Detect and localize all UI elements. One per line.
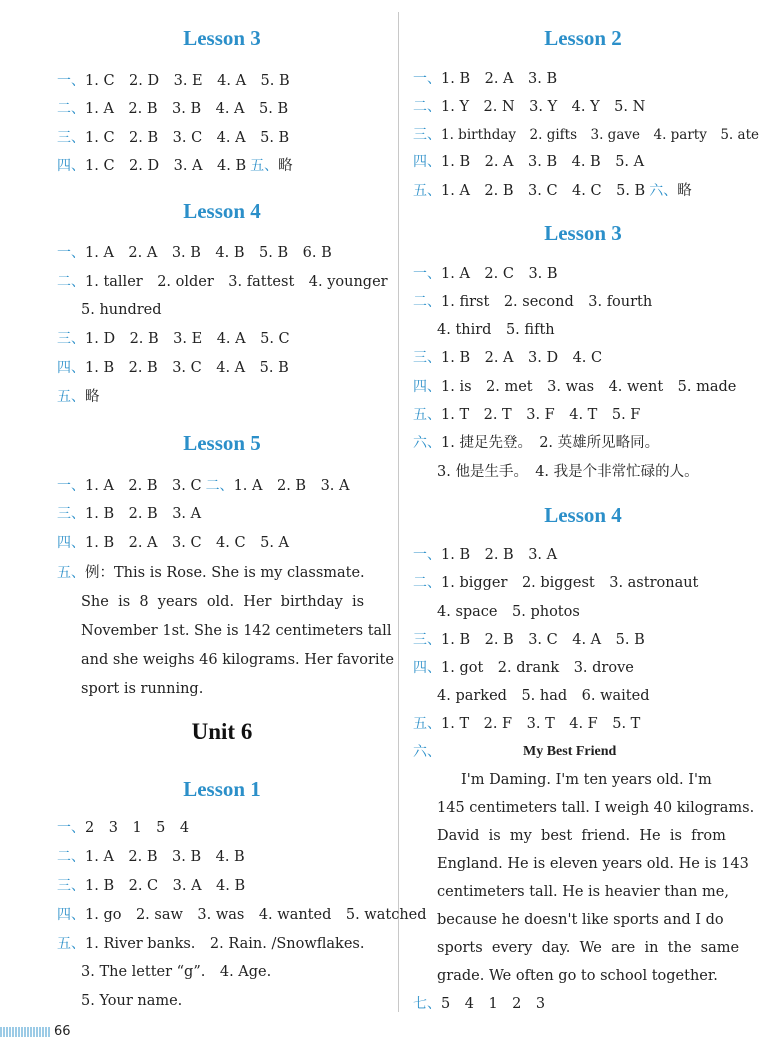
- page-number-bar: [0, 1027, 50, 1037]
- answer-line: 五、略: [57, 389, 100, 405]
- answer-line: 二、1. first 2. second 3. fourth: [413, 294, 653, 310]
- essay-number: 六、: [413, 744, 441, 760]
- answer-line: 5. hundred: [81, 302, 162, 318]
- lesson-title: Lesson 2: [544, 26, 622, 50]
- lesson-title: Lesson 4: [183, 199, 261, 223]
- essay-line: I'm Daming. I'm ten years old. I'm: [461, 772, 712, 788]
- unit-title: Unit 6: [191, 719, 253, 744]
- answer-line: 二、1. Y 2. N 3. Y 4. Y 5. N: [413, 99, 646, 115]
- column-divider: [398, 12, 399, 1012]
- answer-line: 3. The letter “g”. 4. Age.: [81, 964, 272, 980]
- answer-line: 4. parked 5. had 6. waited: [437, 688, 650, 704]
- answer-line: 五、1. T 2. T 3. F 4. T 5. F: [413, 407, 641, 423]
- answer-line: 五、1. River banks. 2. Rain. /Snowflakes.: [57, 936, 365, 952]
- essay-line: sports every day. We are in the same: [437, 940, 740, 956]
- answer-line: 四、1. B 2. A 3. B 4. B 5. A: [413, 154, 645, 170]
- answer-line: sport is running.: [81, 681, 204, 697]
- answer-line: 一、1. A 2. B 3. C 二、1. A 2. B 3. A: [57, 478, 350, 494]
- answer-line: 一、1. B 2. A 3. B: [413, 71, 558, 87]
- answer-line: 一、2 3 1 5 4: [57, 820, 190, 836]
- answer-line: 三、1. D 2. B 3. E 4. A 5. C: [57, 331, 290, 347]
- answer-line: 四、1. C 2. D 3. A 4. B 五、略: [57, 158, 293, 174]
- lesson-title: Lesson 5: [183, 431, 261, 455]
- answer-line: 一、1. B 2. B 3. A: [413, 547, 558, 563]
- answer-line: 五、例：This is Rose. She is my classmate.: [57, 565, 365, 581]
- essay-line: grade. We often go to school together.: [437, 968, 718, 984]
- page-number: 66: [0, 1024, 80, 1040]
- answer-line: 二、1. taller 2. older 3. fattest 4. younger: [57, 274, 388, 290]
- answer-line: 三、1. birthday 2. gifts 3. gave 4. party 5. ate: [413, 127, 759, 143]
- answer-line: November 1st. She is 142 centimeters tall: [81, 623, 392, 639]
- lesson-title: Lesson 4: [544, 503, 622, 527]
- essay-line: because he doesn't like sports and I do: [437, 912, 724, 928]
- answer-line: 三、1. C 2. B 3. C 4. A 5. B: [57, 130, 290, 146]
- answer-line: 五、1. T 2. F 3. T 4. F 5. T: [413, 716, 641, 732]
- answer-line: 三、1. B 2. B 3. C 4. A 5. B: [413, 632, 645, 648]
- answer-line: 五、1. A 2. B 3. C 4. C 5. B 六、略: [413, 183, 692, 199]
- essay-line: centimeters tall. He is heavier than me,: [437, 884, 729, 900]
- answer-line: 二、1. A 2. B 3. B 4. A 5. B: [57, 101, 289, 117]
- answer-line: 一、1. A 2. A 3. B 4. B 5. B 6. B: [57, 245, 332, 261]
- answer-line: 四、1. go 2. saw 3. was 4. wanted 5. watched: [57, 907, 427, 923]
- lesson-title: Lesson 3: [544, 221, 622, 245]
- essay-line: David is my best friend. He is from: [437, 828, 726, 844]
- essay-line: 145 centimeters tall. I weigh 40 kilograms.: [437, 800, 755, 816]
- answer-line: 六、1. 捷足先登。 2. 英雄所见略同。: [413, 435, 660, 451]
- answer-line: She is 8 years old. Her birthday is: [81, 594, 365, 610]
- answer-line: 三、1. B 2. C 3. A 4. B: [57, 878, 246, 894]
- answer-line: 4. space 5. photos: [437, 604, 580, 620]
- answer-line: 四、1. got 2. drank 3. drove: [413, 660, 634, 676]
- answer-line: 4. third 5. fifth: [437, 322, 555, 338]
- lesson-title: Lesson 3: [183, 26, 261, 50]
- lesson-title: Lesson 1: [183, 777, 261, 801]
- essay-title: My Best Friend: [523, 744, 617, 759]
- answer-line: 二、1. A 2. B 3. B 4. B: [57, 849, 245, 865]
- answer-line: 三、1. B 2. B 3. A: [57, 506, 202, 522]
- answer-line: 二、1. bigger 2. biggest 3. astronaut: [413, 575, 699, 591]
- answer-line: 三、1. B 2. A 3. D 4. C: [413, 350, 603, 366]
- answer-line: 3. 他是生手。 4. 我是个非常忙碌的人。: [437, 464, 699, 480]
- answer-line: and she weighs 46 kilograms. Her favorite: [81, 652, 394, 668]
- answer-line: 七、5 4 1 2 3: [413, 996, 546, 1012]
- answer-line: 5. Your name.: [81, 993, 183, 1009]
- answer-line: 四、1. is 2. met 3. was 4. went 5. made: [413, 379, 737, 395]
- answer-line: 四、1. B 2. A 3. C 4. C 5. A: [57, 535, 290, 551]
- essay-line: England. He is eleven years old. He is 143: [437, 856, 749, 872]
- answer-line: 一、1. C 2. D 3. E 4. A 5. B: [57, 73, 290, 89]
- answer-line: 四、1. B 2. B 3. C 4. A 5. B: [57, 360, 289, 376]
- answer-line: 一、1. A 2. C 3. B: [413, 266, 558, 282]
